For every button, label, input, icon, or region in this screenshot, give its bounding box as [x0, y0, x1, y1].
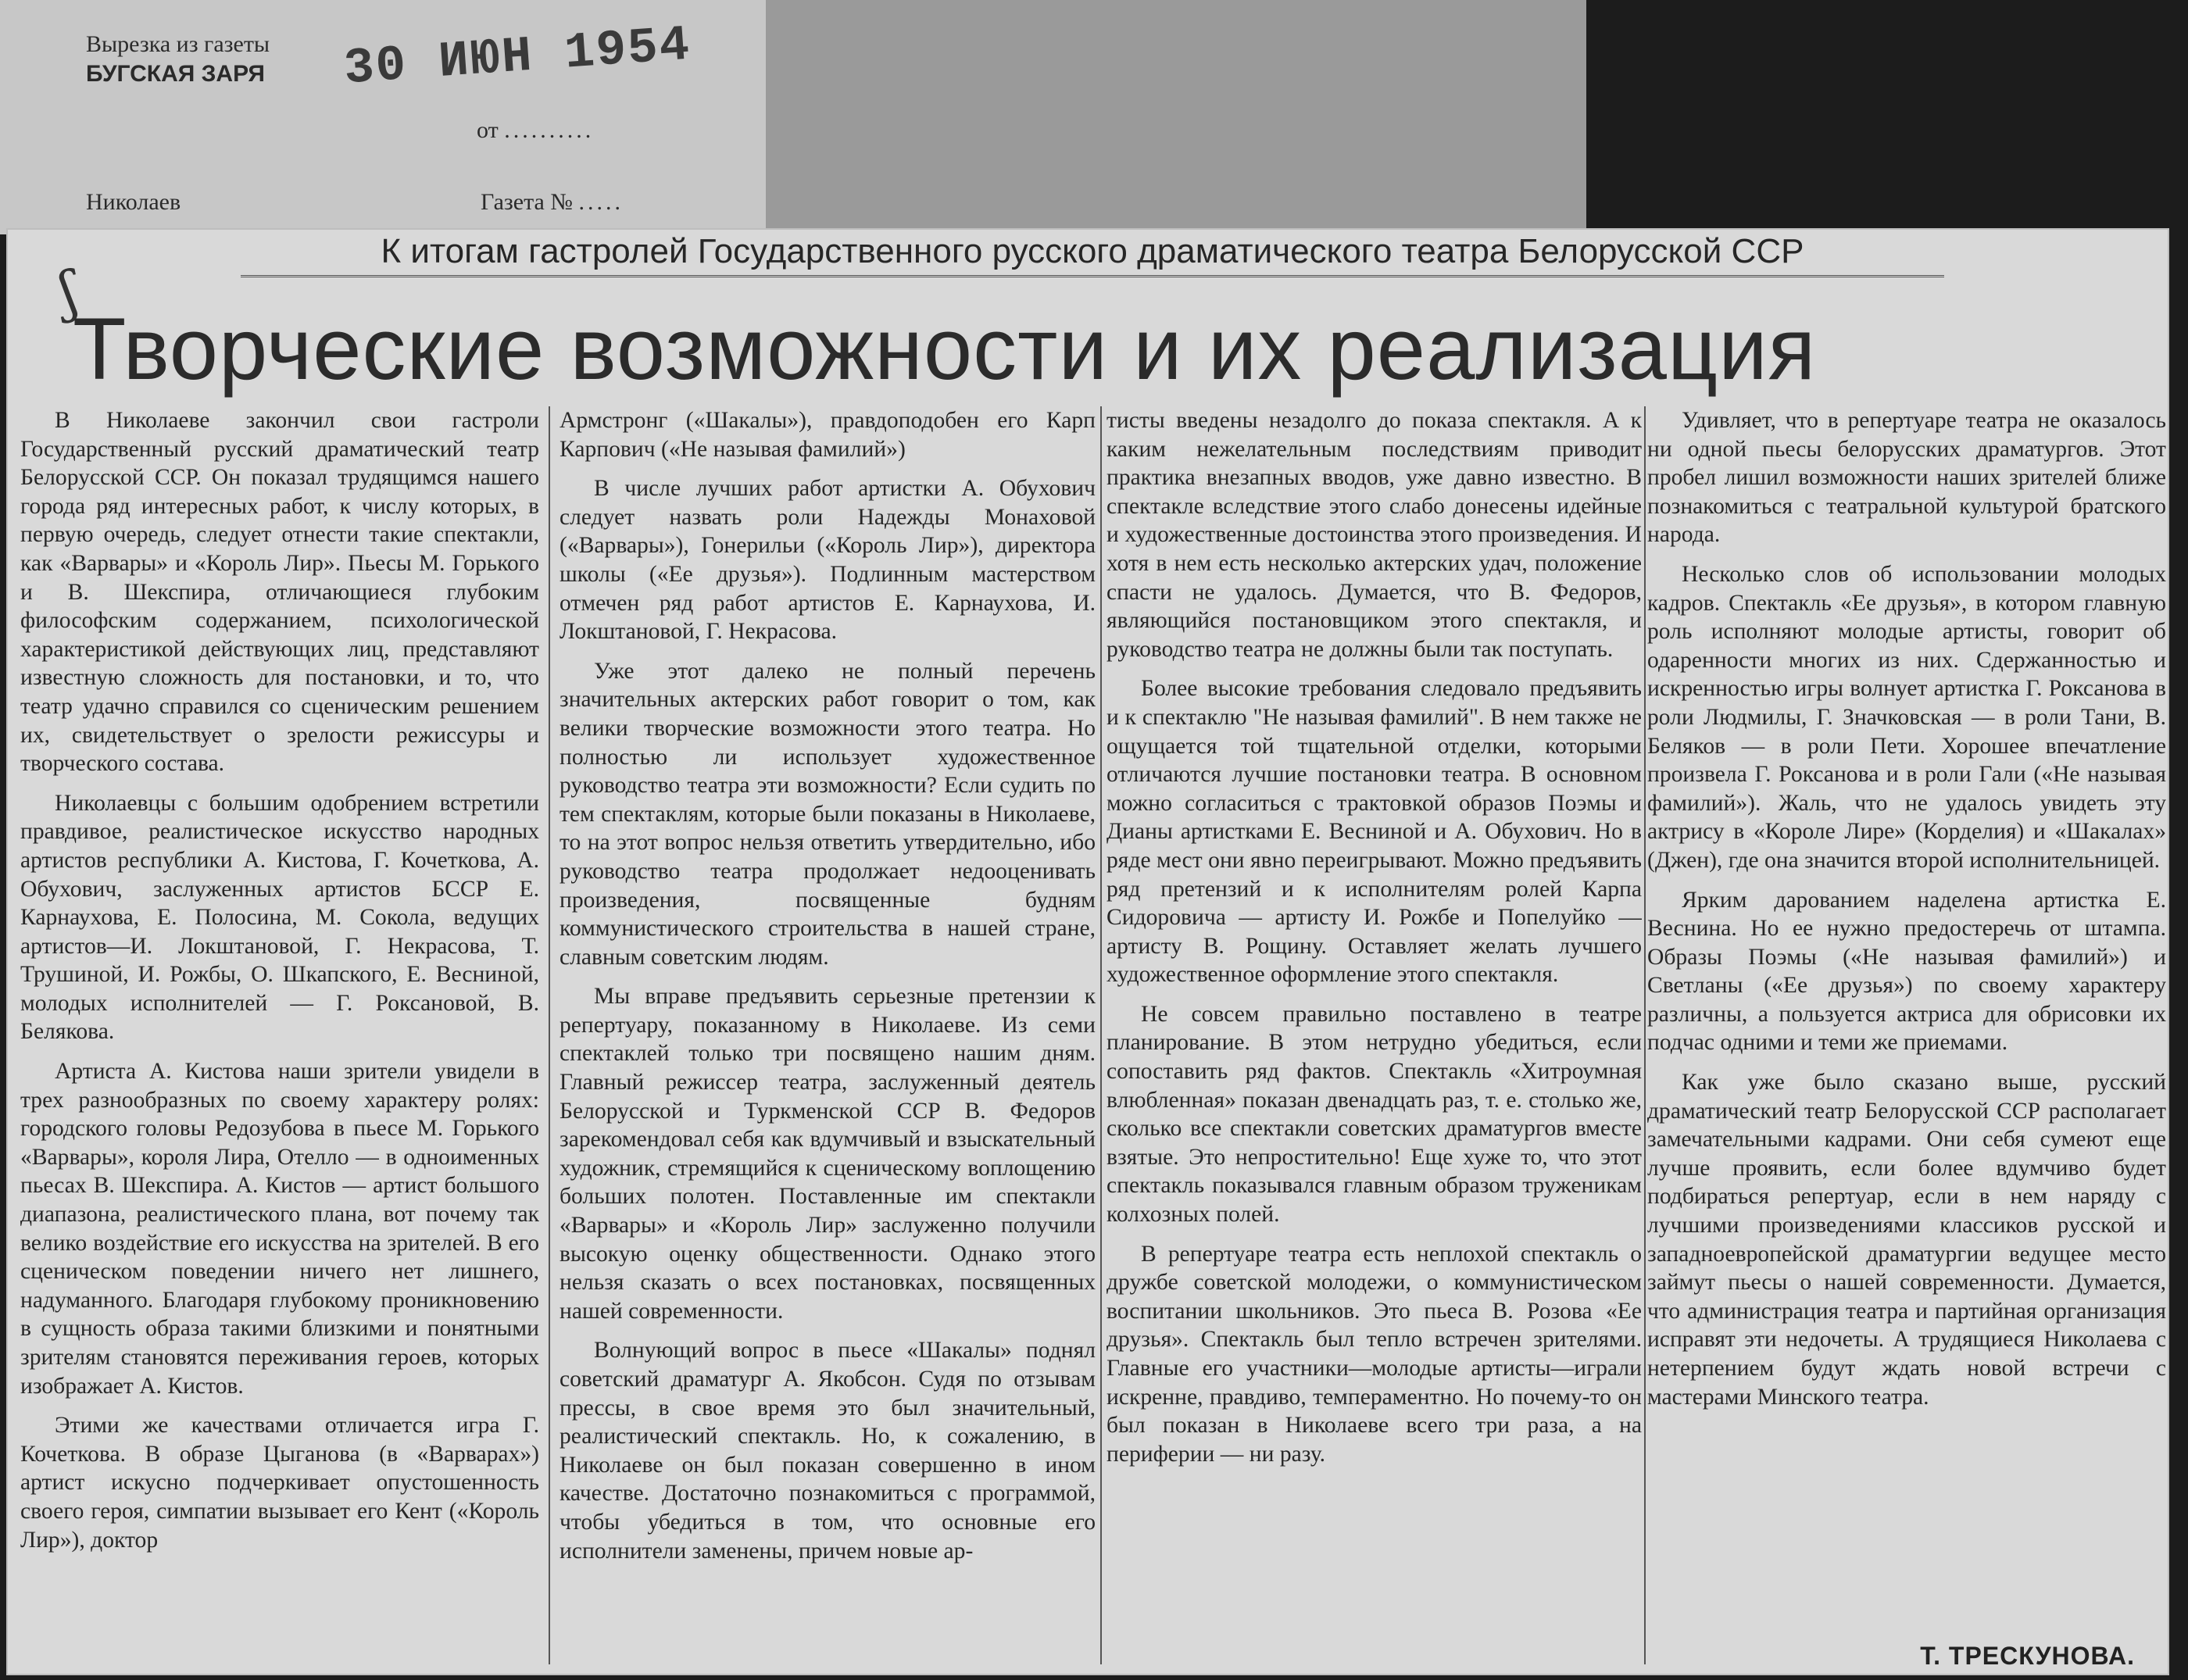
column-divider: [1100, 406, 1102, 1664]
newspaper-clipping: [6, 228, 2169, 1675]
author-signature: Т. ТРЕСКУНОВА.: [1920, 1642, 2135, 1670]
article-headline: Творческие возможности и их реализация: [73, 300, 1817, 398]
article-column-3: [1107, 406, 1642, 1672]
from-label: от: [477, 117, 499, 143]
column-divider: [1644, 406, 1646, 1664]
paragraph: В Николаеве закончил свои гастроли Государственный русский драматический театр Белорусской ССР. Он показал трудящимся нашего города ряд интересных работ, к числу которых, в первую очередь, следует отнести такие спектакли, как «Варвары» и «Король Лир». Пьесы М. Горького и В. Шекспира, отличающиеся глубоким философским содержанием, психологической характеристикой действующих лиц, представляют известную сложность для постановки, и то, что театр удачно справился со сценическим решением их, свидетельствует о зрелости режиссуры и творческого состава.: [20, 408, 539, 777]
paragraph: Этими же качествами отличается игра Г. Кочеткова. В образе Цыганова (в «Варварах») артист искусно подчеркивает опустошенность своего героя, симпатии вызывает его Кент («Король Лир»), доктор: [20, 1413, 539, 1553]
newspaper-name: БУГСКАЯ ЗАРЯ: [86, 61, 265, 87]
gazette-label: Газета №: [481, 189, 573, 215]
from-field: [477, 117, 594, 144]
column-divider: [549, 406, 550, 1664]
from-value: ..........: [504, 117, 595, 143]
paragraph: В числе лучших работ артистки А. Обухович следует назвать роли Надежды Монаховой («Варвары»), Гонерильи («Король Лир»), директора школы («Ее друзья»). Подлинным мастерством отмечен ряд работ артистов Е. Карнаухова, И. Локштановой, Г. Некрасова.: [560, 476, 1096, 645]
article-column-2: [560, 406, 1096, 1672]
article-column-1: [20, 406, 539, 1672]
source-label: Вырезка из газеты: [86, 31, 270, 57]
paragraph: Ярким дарованием наделена артистка Е. Веснина. Но ее нужно предостеречь от штампа. Образы Поэмы («Не называя фамилий») и Светланы («Ее друзья») по своему характеру различны, а пользуется актриса для обрисовки их подчас одними и теми же приемами.: [1647, 887, 2166, 1056]
date-stamp: 30 ИЮН 1954: [342, 17, 693, 98]
paragraph: Мы вправе предъявить серьезные претензии к репертуару, показанному в Николаеве. Из семи спектаклей только три посвящено нашим дням. Главный режиссер театра, заслуженный деятель Белорусской и Туркменской ССР В. Федоров зарекомендовал себя как вдумчивый и взыскательный художник, стремящийся к сценическому воплощению больших полотен. Поставленные им спектакли «Варвары» и «Король Лир» заслуженно получили высокую оценку общественности. Однако этого нельзя сказать о всех постановках, посвященных нашей современности.: [560, 984, 1096, 1324]
paragraph: Как уже было сказано выше, русский драматический театр Белорусской ССР располагает замечательными кадрами. Они себя сумеют еще лучше проявить, если более вдумчиво будет подбираться репертуар, если в нем наряду с лучшими произведениями классиков русской и западноевропейской драматургии ведущее место займут пьесы о нашей современности. Думается, что администрация театра и партийная организация исправят эти недочеты. А трудящиеся Николаева с нетерпением будут ждать новой встречи с мастерами Минского театра.: [1647, 1070, 2166, 1410]
clipping-agency-slip: [0, 0, 766, 234]
paragraph: Более высокие требования следовало предъявить и к спектаклю "Не называя фамилий". В нем также не ощущается той тщательной отделки, которыми отличаются лучшие постановки театра. В основном можно согласиться с трактовкой образов Поэмы и Дианы артистками Е. Весниной и А. Обухович. Но в ряде мест они явно переигрывают. Можно предъявить ряд претензий и к исполнителям ролей Карпа Сидоровича — артисту И. Рожбе и Попелуйко — артисту В. Рощину. Оставляет желать лучшего художественное оформление этого спектакля.: [1107, 676, 1642, 988]
paragraph: Армстронг («Шакалы»), правдоподобен его Карп Карпович («Не называя фамилий»): [560, 408, 1096, 462]
paragraph: Уже этот далеко не полный перечень значительных актерских работ говорит о том, как велики творческие возможности этого театра. Но полностью ли использует художественное руководство театра эти возможности? Если судить по тем спектаклям, которые были показаны в Николаеве, то на этот вопрос нельзя ответить утвердительно, ибо руководство театра продолжает недооценивать произведения, посвященные будням коммунистического строительства в нашей стране, славным советским людям.: [560, 658, 1096, 970]
city-name: Николаев: [86, 189, 181, 215]
paragraph: Волнующий вопрос в пьесе «Шакалы» поднял советский драматург А. Якобсон. Судя по отзывам прессы, в свое время это был значительный, реалистический спектакль. Но, к сожалению, в Николаеве он был показан совершенно в ином качестве. Достаточно познакомиться с программой, чтобы убедиться в том, что основные его исполнители заменены, причем новые ар-: [560, 1338, 1096, 1564]
paragraph: Николаевцы с большим одобрением встретили правдивое, реалистическое искусство народных артистов республики А. Кистова, Г. Кочеткова, А. Обухович, заслуженных артистов БССР Е. Карнаухова, Е. Полосина, М. Сокола, ведущих артистов—И. Локштановой, Г. Некрасова, Т. Трушиной, И. Рожбы, О. Шкапского, Е. Весниной, молодых исполнителей — Г. Роксановой, В. Белякова.: [20, 790, 539, 1045]
gazette-value: .....: [578, 189, 624, 215]
gazette-number-field: [481, 189, 624, 216]
paragraph: Несколько слов об использовании молодых кадров. Спектакль «Ее друзья», в котором главную роль исполняют молодые артисты, говорит об одаренности многих из них. Сдержанностью и искренностью игры волнует артистка Г. Роксанова в роли Людмилы, Г. Значковская — в роли Тани, В. Беляков — в роли Пети. Хорошее впечатление произвела Г. Роксанова и в роли Гали («Не называя фамилий»). Жаль, что не удалось увидеть эту актрису в «Короле Лире» (Корделия) и «Шакалах» (Джен), где она значится второй исполнительницей.: [1647, 561, 2166, 873]
paragraph: В репертуаре театра есть неплохой спектакль о дружбе советской молодежи, о коммунистическом воспитании школьников. Это пьеса В. Розова «Ее друзья». Спектакль был тепло встречен зрителями. Главные его участники—молодые артисты—играли искренне, правдиво, темпераментно. Но почему-то он был показан в Николаеве всего три раза, а на периферии — ни разу.: [1107, 1241, 1642, 1467]
handwritten-mark-icon: ʃ: [54, 258, 83, 325]
article-topic: К итогам гастролей Государственного русского драматического театра Белорусской ССР: [241, 228, 1944, 277]
article-column-4: [1647, 406, 2166, 1672]
background-shadow: [766, 0, 1586, 234]
paragraph: Артиста А. Кистова наши зрители увидели в трех разнообразных по своему характеру ролях: городского головы Редозубова в пьесе М. Горького «Варвары», короля Лира, Отелло — в одноименных пьесах В. Шекспира. А. Кистов — артист большого диапазона, реалистического плана, вот почему так велико воздействие его искусства на зрителей. В его сценическом поведении ничего нет лишнего, надуманного. Благодаря глубокому проникновению в сущность образа такими близкими и понятными зрителям становятся переживания героев, которых изображает А. Кистов.: [20, 1059, 539, 1399]
paragraph: тисты введены незадолго до показа спектакля. А к каким нежелательным последствиям приводит практика внезапных вводов, уже давно известно. В спектакле вследствие этого слабо донесены идейные и художественные достоинства этого произведения. И хотя в нем есть несколько актерских удач, положение спасти не удалось. Думается, что В. Федоров, являющийся постановщиком этого спектакля, и руководство театра не должны были так поступать.: [1107, 408, 1642, 662]
paragraph: Удивляет, что в репертуаре театра не оказалось ни одной пьесы белорусских драматургов. Этот пробел лишил возможности наших зрителей ближе познакомиться с театральной культурой братского народа.: [1647, 408, 2166, 548]
paragraph: Не совсем правильно поставлено в театре планирование. В этом нетрудно убедиться, если сопоставить ряд фактов. Спектакль «Хитроумная влюбленная» показан двенадцать раз, т. е. столько же, сколько все спектакли советских драматургов вместе взятые. Это непростительно! Еще хуже то, что этот спектакль показывался главным образом труженикам колхозных полей.: [1107, 1001, 1642, 1228]
